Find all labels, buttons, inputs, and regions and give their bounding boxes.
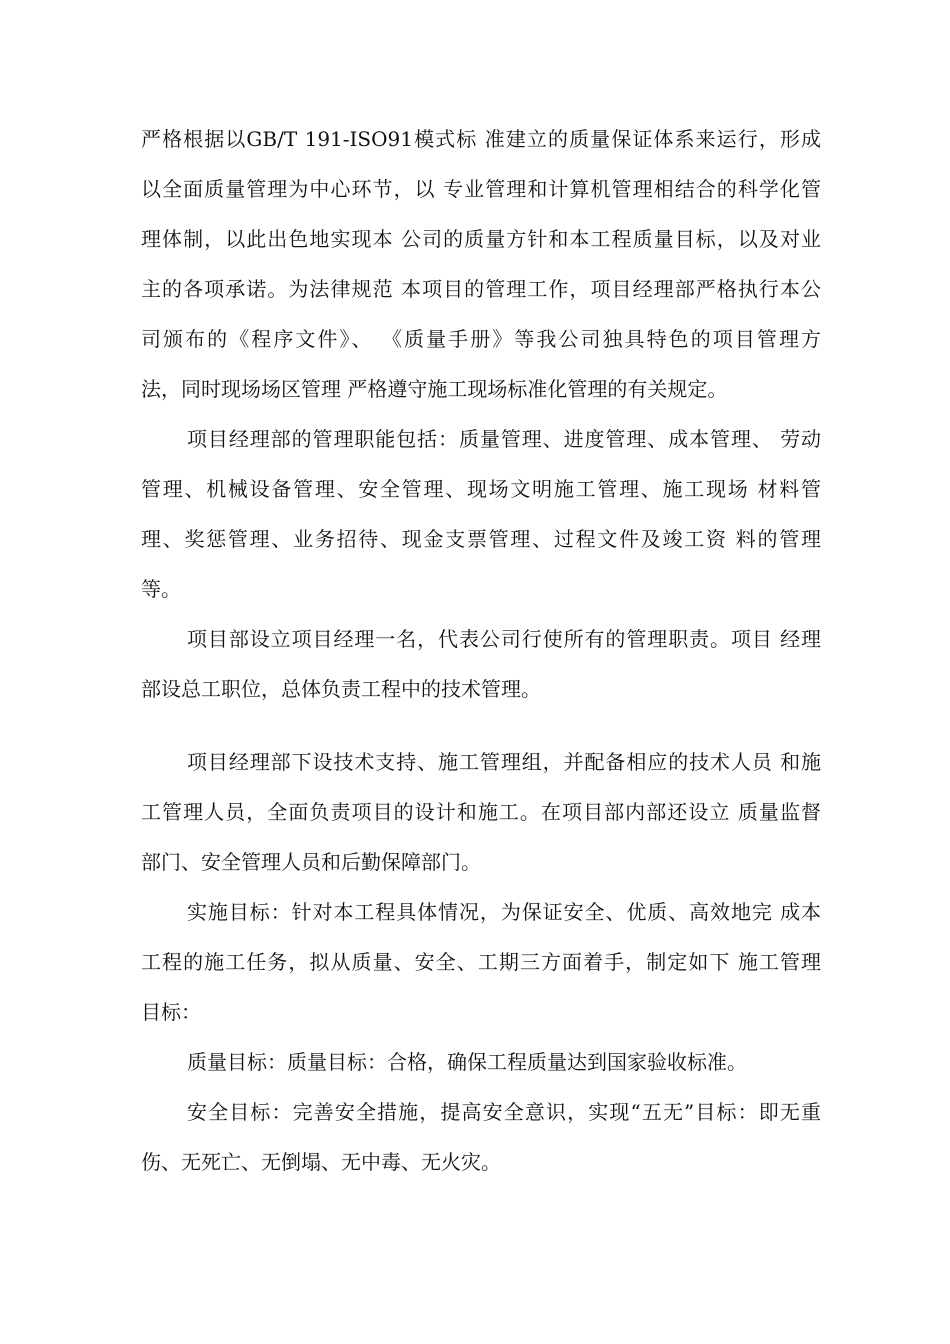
text-line-9: 理、奖惩管理、业务招待、现金支票管理、过程文件及竣工资 料的管理 <box>141 527 821 551</box>
text-line-10: 等。 <box>141 577 181 601</box>
text-line-11: 项目部设立项目经理一名，代表公司行使所有的管理职责。项目 经理 <box>187 627 821 651</box>
text-line-21: 伤、无死亡、无倒塌、无中毒、无火灾。 <box>141 1150 501 1174</box>
text-line-7: 项目经理部的管理职能包括：质量管理、进度管理、成本管理、 劳动 <box>187 427 821 451</box>
text-line-2: 以全面质量管理为中心环节，以 专业管理和计算机管理相结合的科学化管 <box>141 177 821 201</box>
text-line-13: 项目经理部下设技术支持、施工管理组，并配备相应的技术人员 和施 <box>187 750 821 774</box>
text-line-6: 法，同时现场场区管理 严格遵守施工现场标准化管理的有关规定。 <box>141 377 728 401</box>
text-line-5: 司颁布的《程序文件》、 《质量手册》等我公司独具特色的项目管理方 <box>141 327 821 351</box>
text-line-14: 工管理人员，全面负责项目的设计和施工。在项目部内部还设立 质量监督 <box>141 800 821 824</box>
text-line-17: 工程的施工任务，拟从质量、安全、工期三方面着手，制定如下 施工管理 <box>141 950 821 974</box>
text-line-16: 实施目标：针对本工程具体情况，为保证安全、优质、高效地完 成本 <box>187 900 821 924</box>
text-line-18: 目标： <box>141 1000 201 1024</box>
text-line-1: 严格根据以GB/T 191-ISO91模式标 准建立的质量保证体系来运行，形成 <box>141 127 821 151</box>
text-line-12: 部设总工职位，总体负责工程中的技术管理。 <box>141 677 541 701</box>
text-line-4: 主的各项承诺。为法律规范 本项目的管理工作，项目经理部严格执行本公 <box>141 277 821 301</box>
text-line-15: 部门、安全管理人员和后勤保障部门。 <box>141 850 481 874</box>
text-line-20: 安全目标：完善安全措施，提高安全意识，实现“五无”目标：即无重 <box>187 1100 821 1124</box>
text-line-19: 质量目标：质量目标：合格，确保工程质量达到国家验收标准。 <box>187 1050 747 1074</box>
text-line-3: 理体制，以此出色地实现本 公司的质量方针和本工程质量目标，以及对业 <box>141 227 821 251</box>
text-line-8: 管理、机械设备管理、安全管理、现场文明施工管理、施工现场 材料管 <box>141 477 821 501</box>
